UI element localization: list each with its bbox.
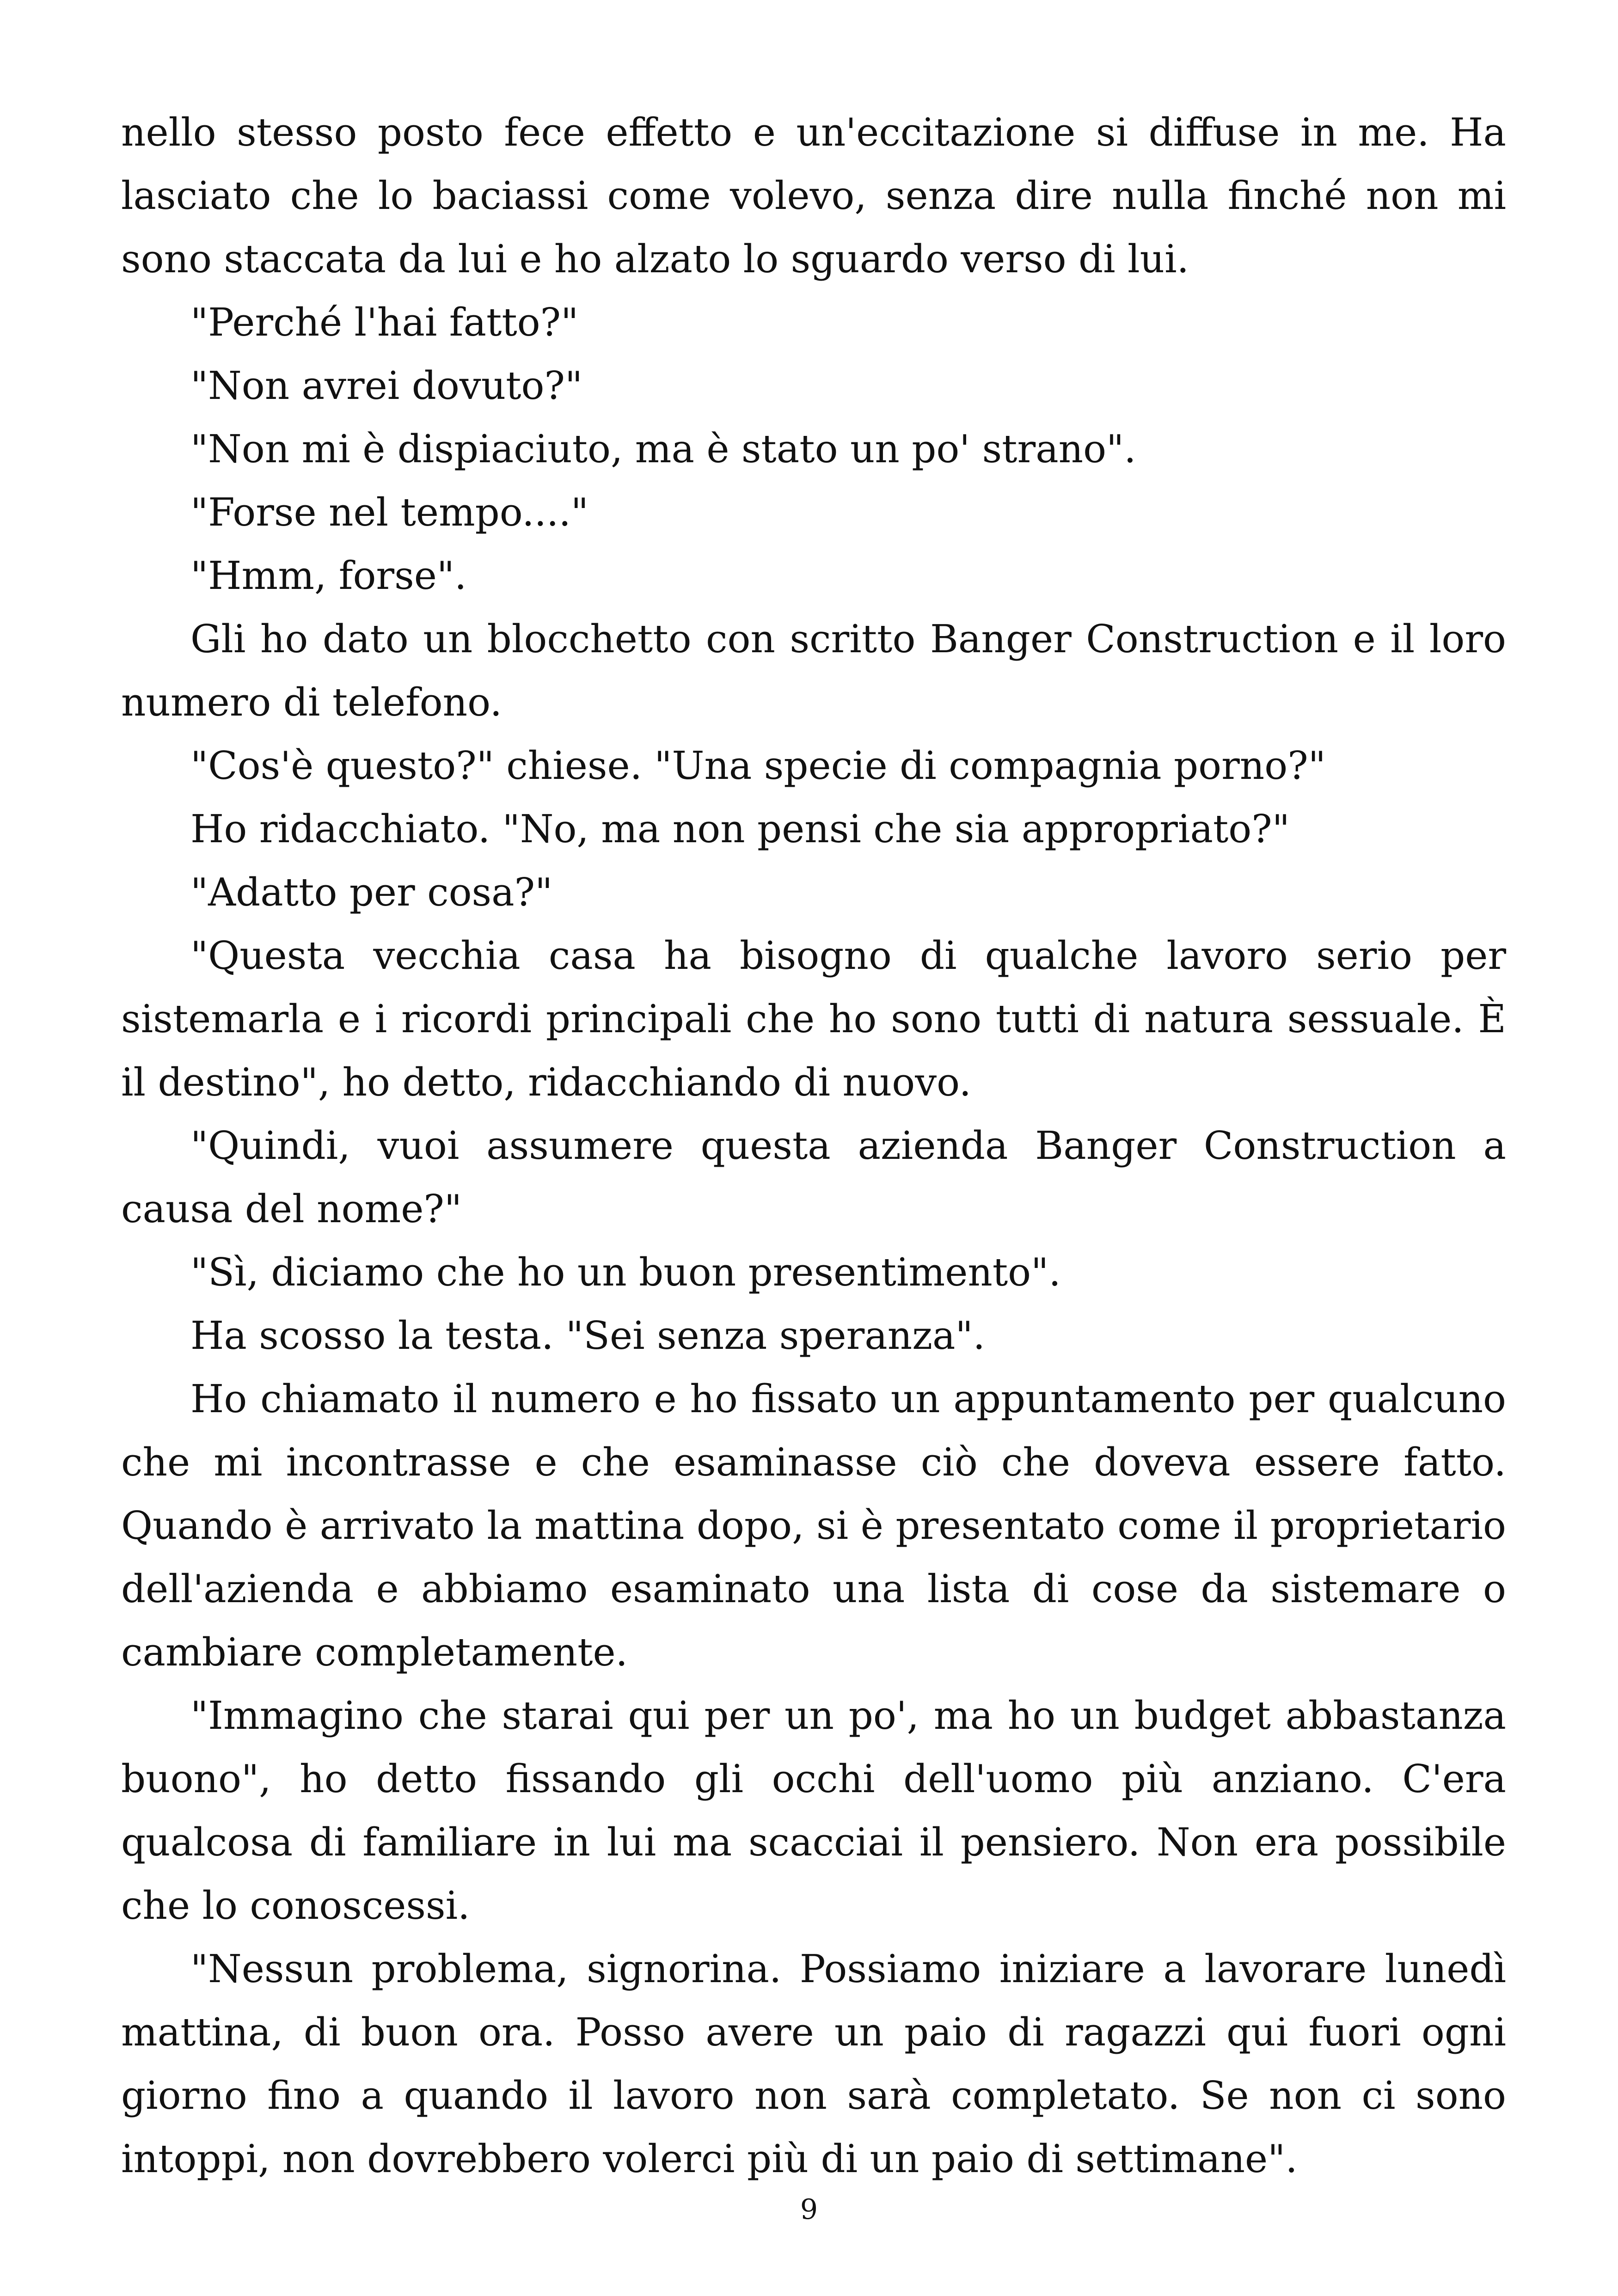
paragraph: "Non avrei dovuto?" <box>190 363 583 408</box>
paragraph: "Adatto per cosa?" <box>190 870 553 915</box>
paragraph: "Perché l'hai fatto?" <box>190 300 579 345</box>
paragraph: Gli ho dato un blocchetto con scritto Banger Construction e il loro numero di telefono. <box>121 617 1506 725</box>
paragraph: "Non mi è dispiaciuto, ma è stato un po' strano". <box>190 427 1136 471</box>
paragraph: "Quindi, vuoi assumere questa azienda Banger Construction a causa del nome?" <box>121 1123 1506 1231</box>
paragraph: "Immagino che starai qui per un po', ma ho un budget abbastanza buono", ho detto fissando gli occhi dell'uomo più anziano. C'era qualcosa di familiare in lui ma scacciai il pensiero. Non era possibile che lo conoscessi. <box>121 1693 1506 1928</box>
paragraph: Ha scosso la testa. "Sei senza speranza". <box>190 1313 986 1358</box>
paragraph: "Forse nel tempo...." <box>190 490 589 535</box>
paragraph: "Hmm, forse". <box>190 553 467 598</box>
paragraph: Ho ridacchiato. "No, ma non pensi che sia appropriato?" <box>190 807 1290 851</box>
paragraph: "Nessun problema, signorina. Possiamo iniziare a lavorare lunedì mattina, di buon ora. Posso avere un paio di ragazzi qui fuori ogni giorno fino a quando il lavoro non sarà completato. Se non ci sono intoppi, non dovrebbero volerci più di un paio di settimane". <box>121 1947 1506 2181</box>
page-body <box>121 101 1506 2199</box>
page-number: 9 <box>800 2193 818 2226</box>
paragraph: "Questa vecchia casa ha bisogno di qualche lavoro serio per sistemarla e i ricordi principali che ho sono tutti di natura sessuale. È il destino", ho detto, ridacchiando di nuovo. <box>121 933 1506 1105</box>
paragraph: "Cos'è questo?" chiese. "Una specie di compagnia porno?" <box>190 743 1326 788</box>
paragraph: Ho chiamato il numero e ho fissato un appuntamento per qualcuno che mi incontrasse e che esaminasse ciò che doveva essere fatto. Quando è arrivato la mattina dopo, si è presentato come il proprietario dell'azienda e abbiamo esaminato una lista di cose da sistemare o cambiare completamente. <box>121 1377 1506 1675</box>
paragraph: "Sì, diciamo che ho un buon presentimento". <box>190 1250 1061 1295</box>
paragraph: nello stesso posto fece effetto e un'eccitazione si diffuse in me. Ha lasciato che lo baciassi come volevo, senza dire nulla finché non mi sono staccata da lui e ho alzato lo sguardo verso di lui. <box>121 110 1506 282</box>
